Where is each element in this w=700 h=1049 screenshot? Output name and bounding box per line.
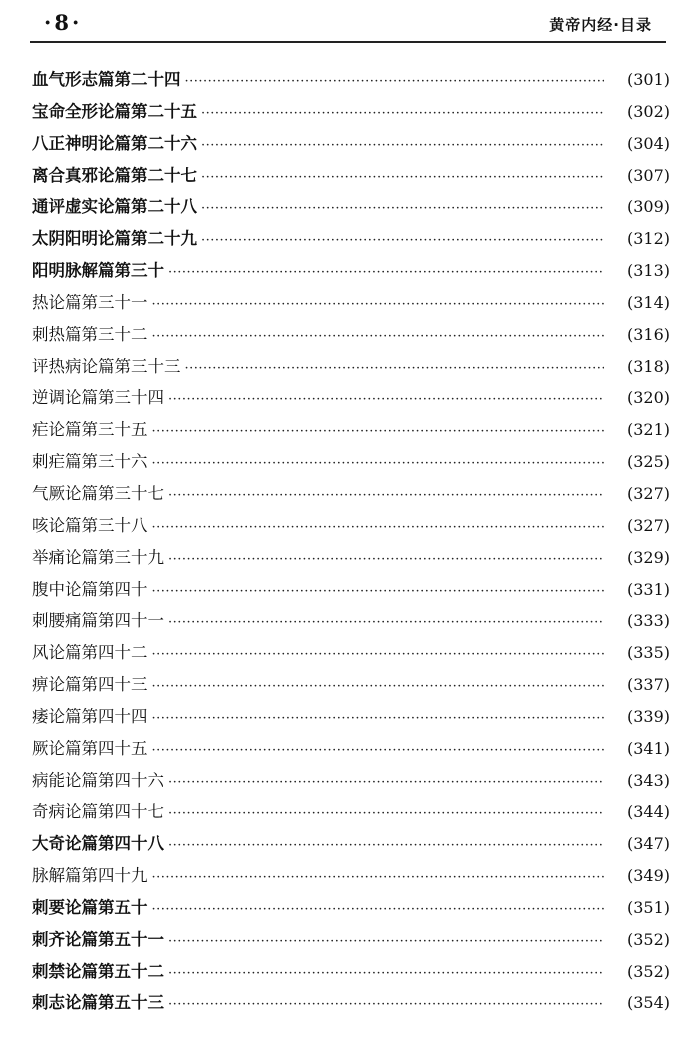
entry-page-number: (316): [626, 324, 670, 344]
toc-entry: [32, 542, 670, 574]
dot-leader: [152, 289, 605, 321]
entry-page-number: (335): [626, 643, 670, 663]
dot-leader: [152, 416, 605, 448]
entry-title: 刺志论篇第五十三: [32, 993, 164, 1013]
dot-leader: [185, 353, 605, 385]
dot-leader: [168, 544, 604, 576]
table-of-contents: [32, 64, 670, 1019]
entry-title: 举痛论篇第三十九: [32, 547, 164, 567]
toc-entry: [32, 191, 670, 223]
entry-page-number: (302): [626, 101, 670, 121]
dot-leader: [168, 257, 604, 289]
toc-entry: [32, 924, 670, 956]
entry-title: 刺腰痛篇第四十一: [32, 611, 164, 631]
dot-leader: [152, 862, 605, 894]
entry-page-number: (337): [626, 675, 670, 695]
entry-page-number: (320): [626, 388, 670, 408]
dot-leader: [168, 767, 604, 799]
toc-entry: [32, 956, 670, 988]
entry-title: 八正神明论篇第二十六: [32, 133, 197, 153]
toc-entry: [32, 414, 670, 446]
toc-entry: [32, 765, 670, 797]
entry-page-number: (312): [626, 229, 670, 249]
entry-title: 脉解篇第四十九: [32, 866, 148, 886]
entry-title: 阳明脉解篇第三十: [32, 261, 164, 281]
toc-entry: [32, 319, 670, 351]
entry-title: 风论篇第四十二: [32, 643, 148, 663]
dot-leader: [168, 384, 604, 416]
dot-leader: [152, 639, 605, 671]
running-title: 黄帝内经·目录: [549, 16, 652, 34]
entry-page-number: (349): [626, 866, 670, 886]
entry-page-number: (307): [626, 165, 670, 185]
toc-entry: [32, 637, 670, 669]
entry-page-number: (352): [626, 929, 670, 949]
toc-entry: [32, 669, 670, 701]
dot-leader: [152, 735, 605, 767]
dot-leader: [152, 512, 605, 544]
entry-title: 通评虚实论篇第二十八: [32, 197, 197, 217]
toc-entry: [32, 351, 670, 383]
entry-title: 大奇论篇第四十八: [32, 834, 164, 854]
entry-title: 奇病论篇第四十七: [32, 802, 164, 822]
entry-title: 痿论篇第四十四: [32, 706, 148, 726]
toc-entry: [32, 382, 670, 414]
entry-title: 腹中论篇第四十: [32, 579, 148, 599]
toc-entry: [32, 796, 670, 828]
entry-page-number: (327): [626, 483, 670, 503]
toc-entry: [32, 223, 670, 255]
entry-title: 刺热篇第三十二: [32, 324, 148, 344]
toc-entry: [32, 860, 670, 892]
toc-entry: [32, 733, 670, 765]
toc-entry: [32, 574, 670, 606]
toc-entry: [32, 96, 670, 128]
entry-page-number: (352): [626, 961, 670, 981]
toc-entry: [32, 892, 670, 924]
header-rule: [30, 41, 666, 43]
entry-page-number: (339): [626, 706, 670, 726]
entry-title: 病能论篇第四十六: [32, 770, 164, 790]
toc-entry: [32, 605, 670, 637]
page-header: [30, 6, 670, 36]
dot-leader: [152, 894, 605, 926]
dot-leader: [152, 576, 605, 608]
dot-leader: [168, 480, 604, 512]
entry-title: 血气形志篇第二十四: [32, 70, 181, 89]
entry-title: 刺禁论篇第五十二: [32, 961, 164, 981]
entry-title: 离合真邪论篇第二十七: [32, 165, 197, 185]
entry-title: 痹论篇第四十三: [32, 675, 148, 695]
entry-title: 宝命全形论篇第二十五: [32, 101, 197, 121]
entry-page-number: (347): [626, 834, 670, 854]
dot-leader: [201, 225, 604, 257]
entry-page-number: (351): [626, 897, 670, 917]
entry-title: 刺疟篇第三十六: [32, 452, 148, 472]
entry-page-number: (327): [626, 515, 670, 535]
entry-title: 厥论篇第四十五: [32, 738, 148, 758]
entry-title: 热论篇第三十一: [32, 292, 148, 312]
toc-entry: [32, 478, 670, 510]
toc-entry: [32, 828, 670, 860]
dot-leader: [168, 830, 604, 862]
entry-page-number: (341): [626, 738, 670, 758]
toc-entry: [32, 160, 670, 192]
dot-leader: [168, 798, 604, 830]
dot-leader: [201, 193, 604, 225]
entry-page-number: (321): [626, 420, 670, 440]
page-number: · 8 ·: [42, 10, 82, 35]
toc-entry: [32, 510, 670, 542]
dot-leader: [152, 448, 605, 480]
entry-title: 刺齐论篇第五十一: [32, 929, 164, 949]
toc-entry: [32, 128, 670, 160]
toc-entry: [32, 987, 670, 1019]
entry-page-number: (354): [626, 993, 670, 1013]
dot-leader: [168, 958, 604, 990]
entry-title: 疟论篇第三十五: [32, 420, 148, 440]
dot-leader: [168, 607, 604, 639]
toc-entry: [32, 446, 670, 478]
toc-entry: [32, 701, 670, 733]
entry-page-number: (309): [626, 197, 670, 217]
entry-page-number: (313): [626, 261, 670, 281]
entry-page-number: (343): [626, 770, 670, 790]
entry-page-number: (301): [626, 70, 670, 89]
entry-page-number: (331): [626, 579, 670, 599]
entry-page-number: (329): [626, 547, 670, 567]
dot-leader: [152, 671, 605, 703]
dot-leader: [152, 321, 605, 353]
entry-title: 咳论篇第三十八: [32, 515, 148, 535]
toc-entry: [32, 64, 670, 96]
entry-page-number: (314): [626, 292, 670, 312]
entry-title: 太阴阳明论篇第二十九: [32, 229, 197, 249]
entry-page-number: (318): [626, 356, 670, 376]
entry-title: 逆调论篇第三十四: [32, 388, 164, 408]
entry-title: 评热病论篇第三十三: [32, 356, 181, 376]
entry-page-number: (304): [626, 133, 670, 153]
dot-leader: [168, 926, 604, 958]
entry-title: 气厥论篇第三十七: [32, 483, 164, 503]
entry-page-number: (344): [626, 802, 670, 822]
dot-leader: [185, 66, 605, 98]
dot-leader: [168, 989, 604, 1021]
entry-page-number: (333): [626, 611, 670, 631]
toc-entry: [32, 287, 670, 319]
dot-leader: [201, 130, 604, 162]
dot-leader: [201, 162, 604, 194]
entry-title: 刺要论篇第五十: [32, 897, 148, 917]
dot-leader: [152, 703, 605, 735]
dot-leader: [201, 98, 604, 130]
toc-entry: [32, 255, 670, 287]
entry-page-number: (325): [626, 452, 670, 472]
